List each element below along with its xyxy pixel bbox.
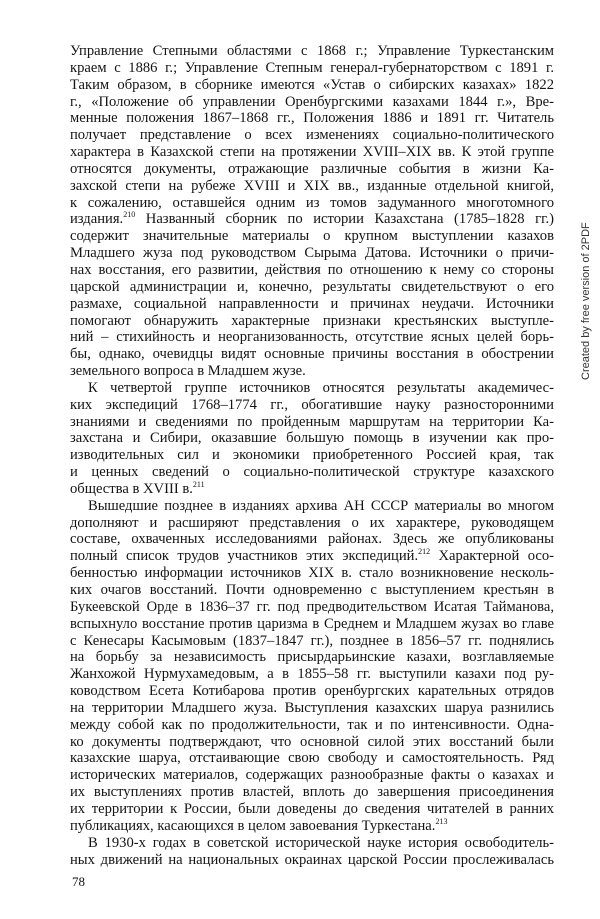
line-text: издания.: [70, 211, 124, 228]
line-text: помогают обнаружить характерные признаки крестьянских выступле-: [70, 312, 554, 329]
line-text: полный список трудов участников этих экспедиций.: [70, 548, 419, 565]
page-number: 78: [72, 874, 85, 889]
text-line: [70, 43, 554, 60]
text-line: [70, 515, 554, 532]
line-text: характера в Казахской степи на протяжении XVIII–XIX вв. К этой группе: [70, 144, 554, 161]
text-line: [70, 767, 554, 784]
line-text: В 1930-х годах в советской исторической науке история освободитель-: [88, 834, 554, 851]
text-line: [70, 414, 554, 431]
text-line: [70, 144, 554, 161]
text-line: [70, 464, 554, 481]
text-line: [70, 548, 554, 565]
line-text: размахе, социальной направленности и причинах неудачи. Источники: [70, 295, 554, 312]
line-text: казахские шаруа, отстаивающие свою свободу и самостоятельность. Ряд: [70, 750, 554, 767]
line-text: захстана и Сибири, оказавшие большую помощь в изучении как про-: [70, 430, 554, 447]
text-line: [70, 852, 554, 869]
line-text: Букеевской Орде в 1836–37 гг. под предводительством Исатая Тайманова,: [70, 598, 554, 615]
text-line: [70, 734, 554, 751]
text-line: [70, 582, 554, 599]
line-text: вспыхнуло восстание против царизма в Среднем и Младшем жузах во главе: [70, 615, 554, 632]
line-text: царской администрации и, конечно, результаты свидетельствуют о его: [70, 278, 554, 295]
line-text: составе, охваченных исследованиями районах. Здесь же опубликованы: [70, 531, 554, 548]
text-line: [70, 784, 554, 801]
text-line: [70, 329, 554, 346]
footnote-ref: 211: [192, 479, 205, 489]
footnote-ref: 212: [418, 547, 431, 557]
line-text: публикациях, касающихся в целом завоевания Туркестана.: [70, 817, 436, 834]
text-line: [70, 313, 554, 330]
line-text: ководством Есета Котибарова против оренбургских карательных отрядов: [70, 683, 554, 700]
line-text: захской степи на рубеже XVIII и XIX вв., изданные отдельной книгой,: [70, 177, 554, 194]
line-text: г., «Положение об управлении Оренбургскими казахами 1844 г.», Вре-: [70, 93, 554, 110]
text-line: [70, 750, 554, 767]
line-text: ко документы подтверждают, что основной силой этих восстаний были: [70, 733, 554, 750]
text-line: [70, 279, 554, 296]
line-text: их выступлениях против властей, вплоть до завершения присоединения: [70, 784, 554, 801]
line-text: между собой как по продолжительности, так и по интенсивности. Одна-: [70, 716, 554, 733]
text-line: [70, 178, 554, 195]
text-line: [70, 633, 554, 650]
text-line: [70, 94, 554, 111]
text-line: [70, 346, 554, 363]
line-text: их территории к России, были доведены до сведения читателей в ранних: [70, 800, 554, 817]
line-text: Управление Степными областями с 1868 г.; Управление Туркестанским: [70, 43, 554, 59]
line-text: Младшего жуза под руководством Сырыма Датова. Источники о причи-: [70, 245, 554, 262]
line-text: общества в XVIII в.: [70, 480, 193, 497]
text-line: [70, 616, 554, 633]
line-text: дополняют и расширяют представления о их характере, руководящем: [70, 514, 554, 531]
line-text: нах восстания, его развитии, действия по отношению к нему со стороны: [70, 261, 554, 278]
line-text: изводительных сил и экономики приобретенного Россией края, так: [70, 447, 554, 464]
text-line: [70, 531, 554, 548]
text-line: [70, 195, 554, 212]
text-line: [70, 818, 554, 835]
text-line: [70, 565, 554, 582]
side-watermark: Created by free version of 2PDF: [580, 222, 592, 380]
text-line: [70, 498, 554, 515]
text-line: [70, 228, 554, 245]
line-text: К четвертой группе источников относятся результаты академичес-: [88, 379, 554, 396]
text-line: [70, 717, 554, 734]
text-line: [70, 430, 554, 447]
text-line: [70, 700, 554, 717]
line-text: к сожалению, оставшейся одним из томов задуманного многотомного: [70, 194, 554, 211]
text-line: [70, 666, 554, 683]
text-line: [70, 801, 554, 818]
text-line: [70, 447, 554, 464]
line-text: содержит значительные материалы о крупном выступлении казахов: [70, 228, 554, 245]
text-line: [70, 363, 554, 380]
text-line: [70, 262, 554, 279]
text-line: [70, 127, 554, 144]
text-line: [70, 245, 554, 262]
text-line: [70, 835, 554, 852]
line-text: ких очагов восстаний. Почти одновременно с выступлением крестьян в: [70, 582, 554, 598]
line-text: ных движений на национальных окраинах царской России прослеживалась: [70, 851, 554, 868]
line-text: на борьбу за независимость присырдарьинские казахи, возглавляемые: [70, 649, 554, 666]
line-text: ких экспедиций 1768–1774 гг., обогатившие науку разносторонними: [70, 396, 554, 413]
footnote-ref: 213: [435, 816, 448, 826]
line-text: земельного вопроса в Младшем жузе.: [70, 363, 306, 380]
text-line: [70, 296, 554, 313]
line-text: бенностью информации источников XIX в. стало возникновение несколь-: [70, 565, 554, 582]
text-line: [70, 380, 554, 397]
line-text: Вышедшие позднее в изданиях архива АН СССР материалы во многом: [88, 497, 554, 514]
text-line: [70, 211, 554, 228]
footnote-ref: 210: [123, 210, 136, 220]
line-text: знаниями и сведениями по пройденным маршрутам на территории Ка-: [70, 413, 554, 430]
text-line: [70, 110, 554, 127]
line-text: ний – стихийность и неорганизованность, отсутствие ясных целей борь-: [70, 329, 554, 346]
line-text-rest: Характерной осо-: [430, 548, 554, 565]
line-text: исторических материалов, содержащих разнообразные факты о казахах и: [70, 767, 554, 784]
text-line: [70, 599, 554, 616]
line-text: на территории Младшего жуза. Выступления казахских шаруа разнились: [70, 699, 554, 716]
line-text: с Кенесары Касымовым (1837–1847 гг.), позднее в 1856–57 гг. поднялись: [70, 632, 554, 649]
line-text: и ценных сведений о социально-политической структуре казахского: [70, 464, 554, 481]
line-text: краем с 1886 г.; Управление Степным генерал-губернаторством с 1891 г.: [70, 59, 554, 76]
line-text: получает представление о всех изменениях социально-политического: [70, 127, 554, 144]
text-line: [70, 77, 554, 94]
text-line: [70, 649, 554, 666]
body-text: [70, 43, 554, 868]
text-line: [70, 481, 554, 498]
line-text: менные положения 1867–1868 гг., Положения 1886 и 1891 гг. Читатель: [70, 110, 554, 127]
text-line: [70, 397, 554, 414]
text-line: [70, 60, 554, 77]
line-text: Таким образом, в сборнике имеются «Устав о сибирских казахах» 1822: [70, 76, 554, 93]
line-text: Жанхожой Нурмухамедовым, а в 1855–58 гг. выступили казахи под ру-: [70, 666, 554, 683]
text-line: [70, 161, 554, 178]
line-text: относятся документы, отражающие различные события в жизни Ка-: [70, 160, 554, 177]
line-text-rest: Названный сборник по истории Казахстана (1785–1828 гг.): [135, 211, 554, 228]
text-line: [70, 683, 554, 700]
line-text: бы, однако, очевидцы видят основные причины восстания в обострении: [70, 346, 554, 363]
